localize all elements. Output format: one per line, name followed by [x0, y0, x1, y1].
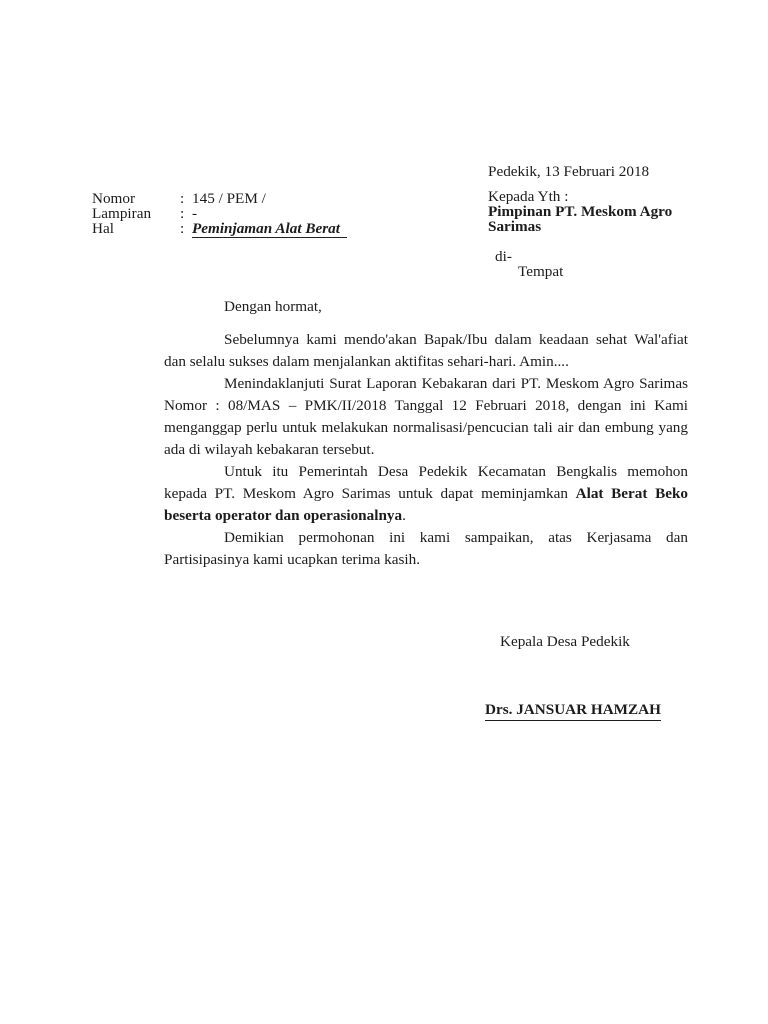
paragraph-text: Demikian permohonan ini kami sampaikan, atas Kerjasama dan Partisipasinya kami ucapkan terima kasih.	[164, 529, 688, 568]
body-paragraph-2	[164, 373, 688, 461]
body-paragraph-4	[164, 527, 688, 571]
meta-label-nomor: Nomor	[92, 190, 136, 207]
paragraph-text: Sebelumnya kami mendo'akan Bapak/Ibu dalam keadaan sehat Wal'afiat dan selalu sukses dalam menjalankan aktifitas sehari-hari. Amin....	[164, 331, 688, 370]
body-paragraph-1	[164, 329, 688, 373]
body-paragraph-3	[164, 461, 688, 527]
subject-value: Peminjaman Alat Berat	[192, 221, 347, 238]
meta-colon: :	[180, 190, 185, 207]
meta-label-hal: Hal	[92, 220, 114, 237]
date-line: Pedekik, 13 Februari 2018	[488, 163, 650, 180]
recipient-name-line1: Pimpinan PT. Meskom Agro	[488, 203, 673, 220]
meta-value-lampiran: -	[192, 205, 198, 222]
signatory-name: Drs. JANSUAR HAMZAH	[485, 701, 661, 721]
meta-colon: :	[180, 205, 185, 222]
recipient-name-line2: Sarimas	[488, 218, 542, 235]
recipient-location-block	[495, 249, 563, 279]
meta-row-lampiran	[92, 206, 347, 221]
meta-row-nomor	[92, 191, 347, 206]
letter-meta	[92, 191, 347, 238]
opening-salutation: Dengan hormat,	[224, 298, 322, 315]
recipient-salutation: Kepada Yth :	[488, 188, 569, 205]
meta-label-lampiran: Lampiran	[92, 205, 152, 222]
recipient-di: di-	[495, 248, 512, 265]
emphasis-text: Alat Berat Beko beserta operator dan operasionalnya	[164, 485, 688, 524]
recipient-block	[488, 189, 698, 234]
signature-title: Kepala Desa Pedekik	[500, 633, 630, 650]
paragraph-text: Menindaklanjuti Surat Laporan Kebakaran dari PT. Meskom Agro Sarimas Nomor : 08/MAS – PMK/II/2018 Tanggal 12 Februari 2018, dengan ini Kami menganggap perlu untuk melakukan normalisasi/pencucian tali air dan embung yang ada di wilayah kebakaran tersebut.	[164, 375, 688, 458]
letter-body	[164, 296, 688, 571]
paragraph-text: Untuk itu Pemerintah Desa Pedekik Kecamatan Bengkalis memohon kepada PT. Meskom Agro Sarimas untuk dapat meminjamkan	[164, 463, 688, 502]
meta-row-hal	[92, 221, 347, 238]
paragraph-text: .	[402, 507, 406, 524]
meta-colon: :	[180, 220, 185, 237]
meta-value-nomor: 145 / PEM /	[192, 190, 266, 207]
recipient-place: Tempat	[518, 263, 564, 280]
